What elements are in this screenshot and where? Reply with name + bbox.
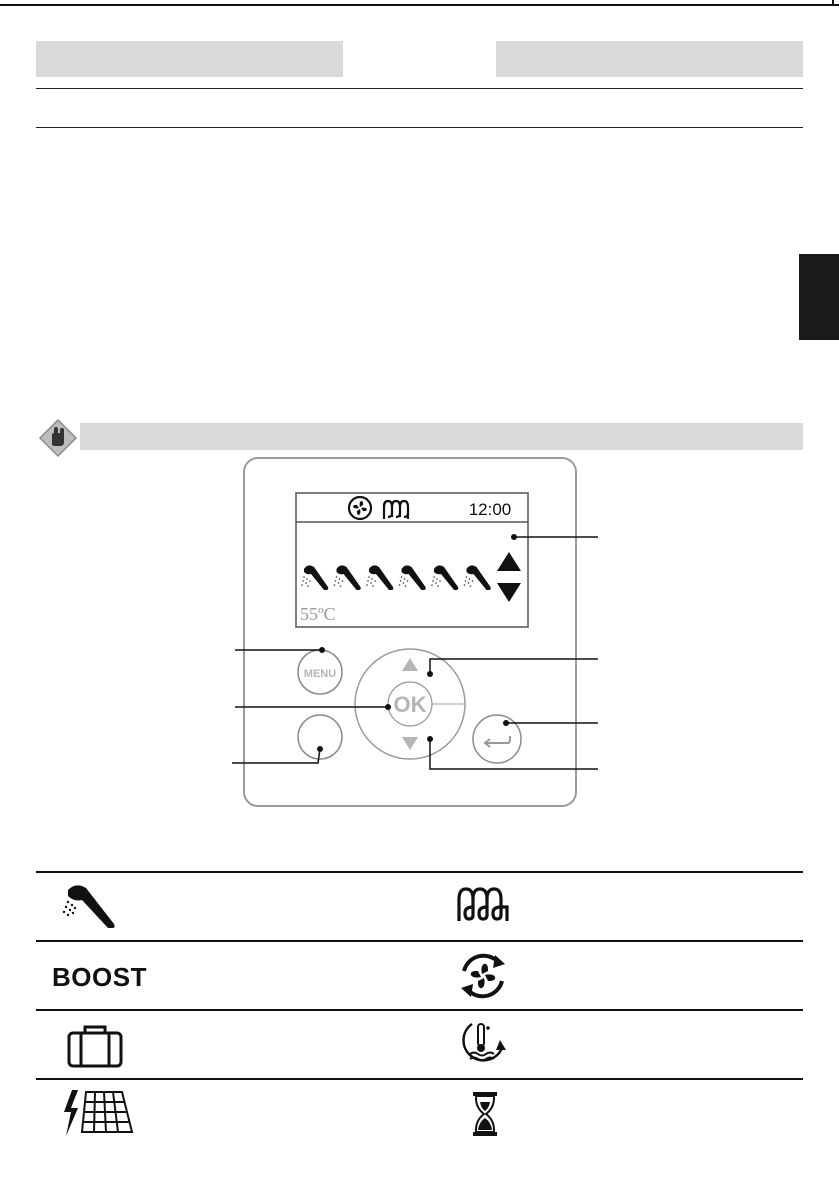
legend-rule-4 (36, 1078, 803, 1080)
water-temperature-icon (458, 1018, 508, 1068)
boost-label: BOOST (52, 962, 147, 992)
shower-head-icon (60, 880, 120, 930)
suitcase-icon (66, 1023, 124, 1069)
legend-rule-3 (36, 1009, 803, 1011)
hourglass-icon (471, 1090, 499, 1138)
menu-button-label: MENU (303, 668, 337, 680)
fan-cycle-icon (458, 951, 508, 1001)
solar-panel-icon (60, 1088, 134, 1140)
callout-line-down (430, 739, 598, 769)
display-temperature: 55ºC (300, 604, 336, 624)
callout-line-up (430, 659, 598, 674)
callout-line-lower-button (232, 749, 320, 763)
legend-rule-2 (36, 940, 803, 942)
heating-coil-icon (455, 885, 513, 925)
legend-rule-1 (36, 871, 803, 873)
ok-button-label: OK (393, 692, 427, 717)
display-clock: 12:00 (468, 500, 512, 519)
